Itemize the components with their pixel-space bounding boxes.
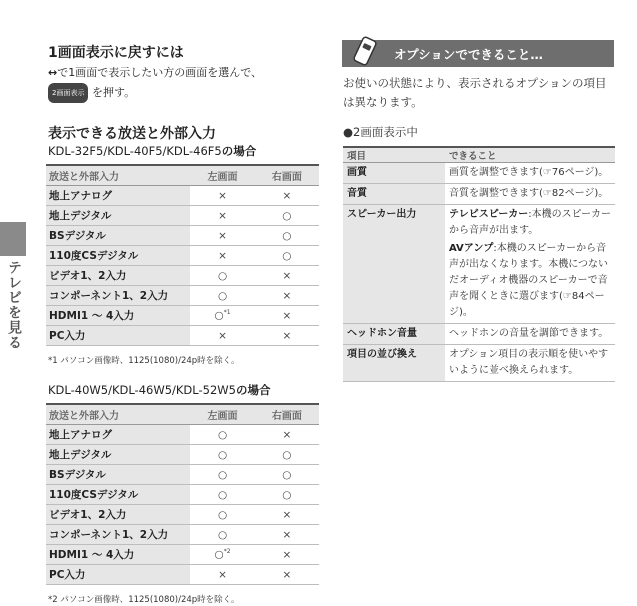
- options-item-cell: 項目の並び換え: [343, 345, 445, 382]
- table2-left-cell: [190, 565, 254, 585]
- table1-model-suffix: の場合: [221, 144, 257, 158]
- table2-source-cell: HDMI1 ～ 4入力: [46, 545, 190, 565]
- table2-left-cell: [190, 485, 254, 505]
- table1-note: *1 パソコン画像時、1125(1080)/24p時を除く。: [48, 356, 240, 366]
- options-desc-part-text: :本機のスピーカーから音声が出ます。: [449, 209, 611, 236]
- left-right-arrow-icon: ↔: [48, 66, 58, 79]
- table2-left-cell: [190, 545, 254, 565]
- options-row: [343, 184, 615, 205]
- options-header-item: 項目: [343, 147, 445, 163]
- table1-row: [46, 306, 319, 326]
- table2-left-value: ○: [217, 508, 228, 521]
- options-item-cell: ヘッドホン音量: [343, 324, 445, 345]
- table1-source-cell: ビデオ1、2入力: [46, 266, 190, 286]
- side-tab-marker: [0, 222, 26, 256]
- table2-footnote-mark: *2: [223, 548, 231, 556]
- table2-source-cell: 地上デジタル: [46, 445, 190, 465]
- table2-row: [46, 525, 319, 545]
- table1-left-cell: [190, 246, 254, 266]
- options-header-title: オプションでできること…: [394, 47, 543, 62]
- table2-source-cell: 110度CSデジタル: [46, 485, 190, 505]
- options-desc-cell: 音質を調整できます(☞82ページ)。: [445, 184, 615, 205]
- options-item-cell: 音質: [343, 184, 445, 205]
- table1-right-cell: ○: [255, 246, 319, 266]
- options-desc-cell: [445, 205, 615, 324]
- table2-model-names: KDL-40W5/KDL-46W5/KDL-52W5: [48, 383, 236, 397]
- table2-right-cell: ○: [255, 445, 319, 465]
- return-title: 1画面表示に戻すには: [48, 45, 184, 61]
- options-intro: お使いの状態により、表示されるオプションの項目は異なります。: [343, 76, 607, 109]
- options-desc-part: [449, 241, 611, 321]
- table2-left-value: ○: [217, 488, 228, 501]
- options-row: [343, 324, 615, 345]
- table1-right-cell: ×: [255, 266, 319, 286]
- table1-left-value: ○: [217, 269, 228, 282]
- table2-right-cell: ×: [255, 525, 319, 545]
- table1-left-value: ×: [218, 189, 227, 202]
- table1-row: [46, 246, 319, 266]
- table2-header-right: 右画面: [255, 404, 319, 425]
- table1-right-cell: ×: [255, 326, 319, 346]
- table2-row: [46, 485, 319, 505]
- input-table-2: [46, 403, 319, 585]
- table2-row: [46, 565, 319, 585]
- table1-model-names: KDL-32F5/KDL-40F5/KDL-46F5: [48, 144, 222, 158]
- return-line1-text: で1画面で表示したい方の画面を選んで、: [57, 66, 262, 79]
- table1-header-left: 左画面: [190, 165, 254, 186]
- table1-left-value: ○: [217, 289, 228, 302]
- table1-left-cell: [190, 286, 254, 306]
- table1-source-cell: BSデジタル: [46, 226, 190, 246]
- options-item-cell: 画質: [343, 163, 445, 184]
- table1-left-value: ○: [214, 309, 224, 322]
- options-item-cell: スピーカー出力: [343, 205, 445, 324]
- side-tab: [0, 222, 26, 362]
- options-table: [343, 146, 615, 382]
- table2-left-value: ○: [217, 528, 228, 541]
- table1-model: [48, 143, 256, 159]
- options-desc-cell: ヘッドホンの音量を調節できます。: [445, 324, 615, 345]
- table1-source-cell: 地上アナログ: [46, 186, 190, 206]
- table1-source-cell: 地上デジタル: [46, 206, 190, 226]
- table2-right-cell: ○: [255, 465, 319, 485]
- table1-right-cell: ○: [255, 206, 319, 226]
- table1-left-cell: [190, 206, 254, 226]
- table2-left-cell: [190, 525, 254, 545]
- table2-left-value: ○: [217, 448, 228, 461]
- options-desc-part-label: AVアンプ: [449, 243, 494, 254]
- input-table-1: [46, 164, 319, 346]
- table2-right-cell: ×: [255, 425, 319, 445]
- options-row: [343, 345, 615, 382]
- table1-source-cell: コンポーネント1、2入力: [46, 286, 190, 306]
- options-row: [343, 205, 615, 324]
- table2-row: [46, 445, 319, 465]
- table2-row: [46, 505, 319, 525]
- table1-row: [46, 326, 319, 346]
- return-line2-text: を押す。: [91, 86, 136, 99]
- table1-right-cell: ○: [255, 226, 319, 246]
- table2-right-cell: ×: [255, 565, 319, 585]
- table2-left-cell: [190, 425, 254, 445]
- options-row: [343, 163, 615, 184]
- inputs-title: 表示できる放送と外部入力: [48, 126, 216, 142]
- table1-row: [46, 266, 319, 286]
- table2-left-value: ○: [217, 428, 228, 441]
- table2-source-cell: ビデオ1、2入力: [46, 505, 190, 525]
- table1-left-cell: [190, 306, 254, 326]
- table2-model-suffix: の場合: [235, 383, 271, 397]
- table2-row: [46, 425, 319, 445]
- table1-source-cell: 110度CSデジタル: [46, 246, 190, 266]
- table2-row: [46, 465, 319, 485]
- table2-right-cell: ×: [255, 505, 319, 525]
- table1-header-right: 右画面: [255, 165, 319, 186]
- options-header-desc: できること: [445, 147, 615, 163]
- table2-row: [46, 545, 319, 565]
- table2-header-source: 放送と外部入力: [46, 404, 190, 425]
- table1-row: [46, 226, 319, 246]
- table1-header-source: 放送と外部入力: [46, 165, 190, 186]
- table2-right-cell: ×: [255, 545, 319, 565]
- table2-left-cell: [190, 465, 254, 485]
- table1-left-cell: [190, 186, 254, 206]
- options-subheading: ●2画面表示中: [343, 125, 418, 139]
- table2-source-cell: PC入力: [46, 565, 190, 585]
- table2-source-cell: BSデジタル: [46, 465, 190, 485]
- table1-left-value: ×: [218, 209, 227, 222]
- return-line1: [48, 64, 262, 82]
- options-desc-part: [449, 207, 611, 239]
- options-desc-part-text: :本機のスピーカーから音声が出なくなります。本機につないだオーディオ機器のスピーカーで音声を聞くときに選びます(☞84ページ)。: [449, 243, 608, 318]
- table2-left-value: ×: [218, 568, 227, 581]
- table1-left-cell: [190, 266, 254, 286]
- two-screen-button-icon: 2画面表示: [48, 83, 88, 103]
- table1-row: [46, 286, 319, 306]
- options-desc-cell: 画質を調整できます(☞76ページ)。: [445, 163, 615, 184]
- options-header: [342, 40, 614, 67]
- table2-model: [48, 382, 270, 398]
- options-button-icon: [352, 36, 380, 66]
- table2-right-cell: ○: [255, 485, 319, 505]
- table1-left-cell: [190, 226, 254, 246]
- table1-source-cell: HDMI1 ～ 4入力: [46, 306, 190, 326]
- return-line2: [48, 83, 135, 103]
- table1-row: [46, 206, 319, 226]
- table2-note: *2 パソコン画像時、1125(1080)/24p時を除く。: [48, 595, 240, 605]
- table2-left-cell: [190, 505, 254, 525]
- side-tab-label: テレビを見る: [6, 260, 22, 350]
- table2-left-cell: [190, 445, 254, 465]
- table1-left-value: ×: [218, 249, 227, 262]
- table1-row: [46, 186, 319, 206]
- table2-source-cell: コンポーネント1、2入力: [46, 525, 190, 545]
- table2-source-cell: 地上アナログ: [46, 425, 190, 445]
- options-desc-part-label: テレビスピーカー: [449, 209, 529, 220]
- table2-left-value: ○: [217, 468, 228, 481]
- table1-source-cell: PC入力: [46, 326, 190, 346]
- table2-left-value: ○: [214, 548, 224, 561]
- table1-left-value: ×: [218, 229, 227, 242]
- table1-left-value: ×: [218, 329, 227, 342]
- table1-right-cell: ×: [255, 306, 319, 326]
- table1-right-cell: ×: [255, 186, 319, 206]
- options-desc-cell: オプション項目の表示順を使いやすいように並べ換えられます。: [445, 345, 615, 382]
- table1-right-cell: ×: [255, 286, 319, 306]
- table2-header-left: 左画面: [190, 404, 254, 425]
- table1-footnote-mark: *1: [223, 309, 231, 317]
- table1-left-cell: [190, 326, 254, 346]
